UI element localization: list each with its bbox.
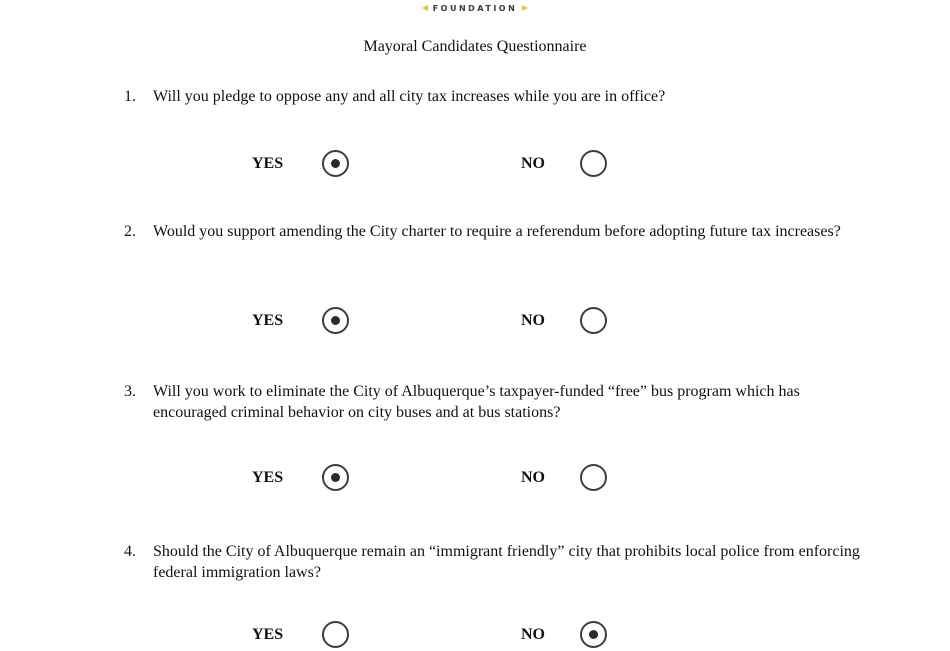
- no-radio[interactable]: [580, 464, 607, 491]
- question-text: Would you support amending the City charter to require a referendum before adopting future tax increases?: [153, 223, 841, 240]
- question-text: Should the City of Albuquerque remain an “immigrant friendly” city that prohibits local police from enforcing federal immigration laws?: [153, 543, 860, 581]
- logo-text: FOUNDATION: [432, 3, 518, 13]
- foundation-logo: [0, 2, 950, 14]
- no-radio[interactable]: [580, 621, 607, 648]
- logo-left-arrow-icon: [422, 5, 428, 11]
- radio-dot-icon: [589, 630, 598, 639]
- answer-row-2: [0, 307, 950, 337]
- question-text: Will you pledge to oppose any and all city tax increases while you are in office?: [153, 88, 666, 105]
- logo-right-arrow-icon: [522, 5, 528, 11]
- question-1: [124, 86, 864, 107]
- yes-radio[interactable]: [322, 307, 349, 334]
- question-number: 4.: [124, 543, 136, 560]
- answer-row-4: [0, 621, 950, 651]
- no-label: NO: [521, 626, 545, 643]
- yes-label: YES: [252, 469, 284, 486]
- answer-row-3: [0, 464, 950, 494]
- no-label: NO: [521, 469, 545, 486]
- question-3: [124, 381, 864, 423]
- no-radio[interactable]: [580, 307, 607, 334]
- no-label: NO: [521, 312, 545, 329]
- yes-label: YES: [252, 312, 284, 329]
- question-2: [124, 221, 864, 242]
- question-number: 2.: [124, 223, 136, 240]
- yes-label: YES: [252, 626, 284, 643]
- question-4: [124, 541, 864, 583]
- answer-row-1: [0, 150, 950, 180]
- yes-radio[interactable]: [322, 150, 349, 177]
- question-number: 1.: [124, 88, 136, 105]
- yes-radio[interactable]: [322, 621, 349, 648]
- question-number: 3.: [124, 383, 136, 400]
- yes-radio[interactable]: [322, 464, 349, 491]
- page-title: Mayoral Candidates Questionnaire: [363, 38, 587, 55]
- no-label: NO: [521, 155, 545, 172]
- no-radio[interactable]: [580, 150, 607, 177]
- yes-label: YES: [252, 155, 284, 172]
- radio-dot-icon: [331, 159, 340, 168]
- question-text: Will you work to eliminate the City of Albuquerque’s taxpayer-funded “free” bus program which has encouraged criminal behavior on city buses and at bus stations?: [153, 383, 800, 421]
- radio-dot-icon: [331, 316, 340, 325]
- radio-dot-icon: [331, 473, 340, 482]
